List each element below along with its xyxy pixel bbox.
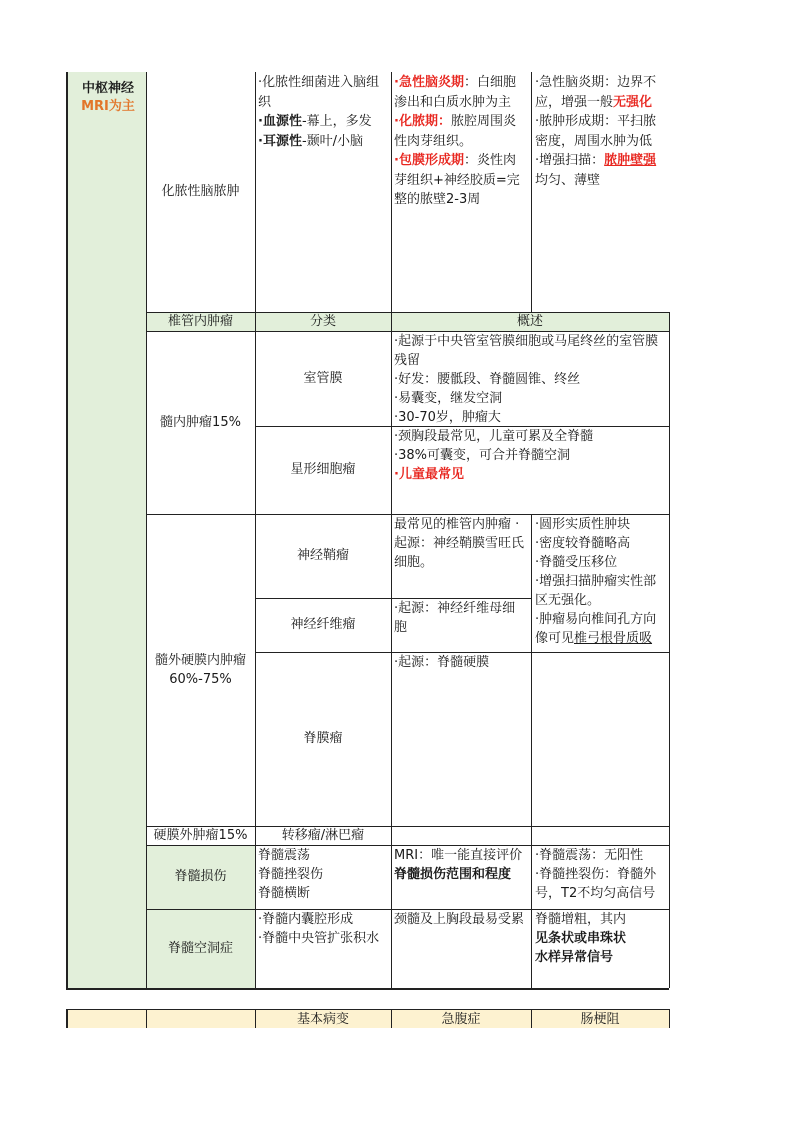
injury-type: 脊髓横断: [258, 886, 311, 901]
hematogenous-label: ·血源性: [258, 114, 302, 129]
ependymoma-name: [255, 331, 391, 426]
imaging-line: ·增强扫描：: [535, 153, 605, 168]
feature-line: ·圆形实质性肿块: [535, 517, 631, 532]
pedicle-erosion: 椎弓根骨质吸: [574, 631, 653, 646]
syringo-type: ·脊髓内囊腔形成: [258, 912, 354, 927]
section-subtitle: MRI为主: [81, 99, 135, 114]
otogenic-text: -颞叶/小脑: [301, 133, 364, 149]
feature-line: 像可见: [535, 631, 575, 646]
injury-types: [255, 845, 391, 904]
schwannoma-name: [255, 514, 391, 598]
hematogenous-text: -幕上，多发: [301, 114, 372, 129]
feature-line: ·密度较脊髓略高: [535, 536, 631, 551]
epidural-label: [146, 826, 255, 845]
schwannoma-desc: 最常见的椎管内肿瘤 ·起源：神经鞘膜雪旺氏细胞。: [394, 517, 525, 570]
imaging-line: 密度，周围水肿为低: [535, 133, 653, 149]
abscess-name: [146, 72, 255, 312]
syringo-label: [146, 909, 255, 988]
imaging-abscess-wall: 脓肿壁强: [604, 153, 657, 168]
imaging-line: 应，增强一般: [535, 94, 614, 110]
imaging-no-enhancement: 无强化: [613, 94, 653, 110]
meningioma-desc: ·起源：脊髓硬膜: [394, 655, 490, 670]
meningioma-name: [255, 652, 391, 826]
feature-line: ·脊髓受压移位: [535, 555, 618, 570]
syringo-site: 颈髓及上胸段最易受累: [394, 912, 525, 927]
syringo-label-text: 脊髓空洞症: [167, 940, 233, 956]
next-table-c1: 基本病变: [296, 1012, 349, 1027]
epidural-type: [255, 826, 391, 845]
desc-line: ·颈胸段最常见，儿童可累及全脊髓: [394, 429, 594, 444]
syringo-finding: 水样异常信号: [535, 950, 614, 965]
injury-finding: ·脊髓挫裂伤：脊髓外: [535, 867, 657, 882]
injury-label: [146, 845, 255, 909]
abscess-imaging: [532, 72, 669, 191]
abscess-stages: [391, 72, 531, 211]
extramedullary-label: [146, 514, 255, 826]
neurofibroma-desc: ·起源：神经纤维母细胞: [394, 601, 516, 635]
spinal-header-c3: 概述: [516, 314, 543, 329]
desc-line: ·38%可囊变，可合并脊髓空洞: [394, 448, 571, 463]
imaging-line: ·急性脑炎期：边界不: [535, 75, 657, 90]
next-table-c2: 急腹症: [441, 1012, 481, 1027]
neurofibroma-name: [255, 598, 391, 652]
astrocytoma-name: [255, 426, 391, 514]
injury-finding: ·脊髓震荡：无阳性: [535, 848, 644, 863]
section-label-bg: [68, 72, 146, 988]
extramedullary-features: [532, 514, 669, 649]
injury-mri-text: MRI：唯一能直接评价: [394, 848, 523, 863]
spinal-header-c1: 椎管内肿瘤: [167, 314, 233, 329]
section-title-text: 中枢神经: [81, 81, 134, 96]
next-table-c3: 肠梗阻: [580, 1012, 620, 1027]
epidural-label-text: 硬膜外肿瘤15%: [153, 827, 248, 843]
intramedullary-label-text: 髓内肿瘤15%: [160, 414, 241, 430]
syringo-finding: 脊髓增粗，其内: [535, 912, 627, 927]
stage-suppuration-text: 脓腔周围炎性肉芽组织。: [394, 114, 516, 149]
injury-type: 脊髓挫裂伤: [258, 867, 324, 882]
astrocytoma-highlight: ·儿童最常见: [394, 467, 464, 482]
ependymoma-desc: [391, 331, 669, 428]
desc-line: ·易囊变，继发空洞: [394, 391, 503, 406]
abscess-source-line: ·化脓性细菌进入脑组织: [258, 75, 380, 110]
desc-line: ·30-70岁，肿瘤大: [394, 410, 501, 425]
stage-cerebritis-text: ：白细胞渗出和白质水肿为主: [394, 75, 516, 110]
feature-line: 区无强化。: [535, 593, 601, 608]
injury-finding: 号，T2不均匀高信号: [535, 886, 656, 901]
injury-type: 脊髓震荡: [258, 848, 311, 863]
neurofibroma-name-text: 神经纤维瘤: [290, 617, 356, 633]
syringo-type: ·脊髓中央管扩张积水: [258, 931, 380, 946]
desc-line: ·好发：腰骶段、脊髓圆锥、终丝: [394, 372, 581, 387]
stage-capsule-text: ：炎性肉芽组织+神经胶质=完整的脓壁2-3周: [394, 153, 520, 207]
feature-line: ·增强扫描肿瘤实性部: [535, 574, 657, 589]
feature-line: ·肿瘤易向椎间孔方向: [535, 612, 657, 627]
otogenic-label: ·耳源性: [258, 133, 302, 149]
abscess-source: [255, 72, 391, 152]
syringo-finding-bold: 见条状或串珠状: [535, 931, 627, 946]
stage-capsule-title: ·包膜形成期: [394, 153, 464, 168]
stage-cerebritis-title: ·急性脑炎期: [394, 75, 464, 90]
abscess-name-text: 化脓性脑脓肿: [161, 184, 240, 200]
ependymoma-name-text: 室管膜: [303, 370, 343, 386]
imaging-line: ·脓肿形成期：平扫脓: [535, 114, 657, 129]
meningioma-name-text: 脊膜瘤: [303, 731, 343, 747]
stage-suppuration-title: ·化脓期：: [394, 114, 451, 129]
desc-line: ·起源于中央管室管膜细胞或马尾终丝的室管膜残留: [394, 334, 659, 368]
spinal-header-c2: 分类: [309, 314, 336, 329]
imaging-line: 均匀、薄壁: [535, 172, 601, 188]
epidural-type-text: 转移瘤/淋巴瘤: [281, 827, 365, 843]
extramedullary-label-text: 髓外硬膜内肿瘤60%-75%: [154, 652, 246, 687]
astrocytoma-name-text: 星形细胞瘤: [290, 462, 356, 478]
schwannoma-name-text: 神经鞘瘤: [296, 548, 349, 564]
section-title: [70, 80, 146, 116]
intramedullary-label: [146, 331, 255, 514]
syringo-findings: [532, 909, 669, 968]
astrocytoma-desc: [391, 426, 669, 485]
injury-mri-bold: 脊髓损伤范围和程度: [394, 867, 512, 882]
injury-findings: [532, 845, 669, 904]
injury-label-text: 脊髓损伤: [174, 869, 227, 885]
syringo-types: [255, 909, 391, 949]
injury-mri: [391, 845, 531, 885]
